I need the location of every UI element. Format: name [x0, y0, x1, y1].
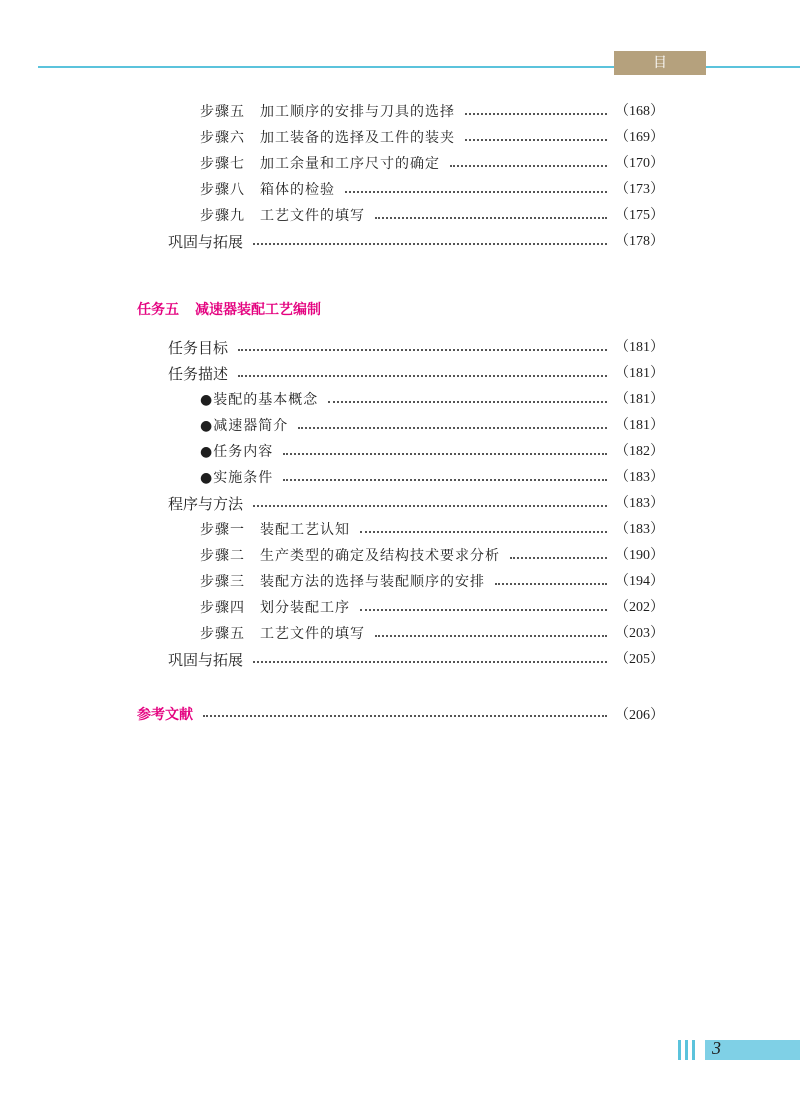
toc-entry-title: 步骤四 划分装配工序	[200, 600, 350, 616]
toc-entry-page: （181）	[615, 366, 664, 381]
dot-leader	[298, 427, 607, 429]
toc-entry-title: 程序与方法	[168, 495, 244, 513]
toc-entry[interactable]	[200, 205, 664, 227]
toc-entry[interactable]	[200, 101, 664, 123]
chapter-number: 任务五	[137, 302, 179, 318]
toc-entry[interactable]	[168, 363, 664, 385]
toc-entry-page: （170）	[615, 156, 664, 171]
header-tab-contents: 目 录	[614, 51, 706, 75]
toc-entry[interactable]	[200, 179, 664, 201]
toc-entry-page: （194）	[615, 574, 664, 589]
toc-entry[interactable]	[200, 153, 664, 175]
toc-entry[interactable]	[200, 389, 664, 411]
toc-entry[interactable]	[168, 231, 664, 253]
toc-entry-page: （168）	[615, 104, 664, 119]
toc-entry-title: 巩固与拓展	[168, 233, 244, 251]
toc-entry[interactable]	[200, 571, 664, 593]
toc-entry-title: 步骤三 装配方法的选择与装配顺序的安排	[200, 574, 485, 590]
toc-entry-page: （202）	[615, 600, 664, 615]
toc-entry-title: 步骤一 装配工艺认知	[200, 522, 350, 538]
references-page: （206）	[615, 708, 664, 723]
toc-entry[interactable]	[168, 649, 664, 671]
toc-entry-title: ●减速器简介	[200, 418, 289, 434]
toc-entry[interactable]	[200, 415, 664, 437]
toc-entry-page: （183）	[615, 522, 664, 537]
toc-entry[interactable]	[200, 623, 664, 645]
toc-entry-title: 步骤七 加工余量和工序尺寸的确定	[200, 156, 440, 172]
toc-entry-page: （178）	[615, 234, 664, 249]
toc-entry-page: （182）	[615, 444, 664, 459]
dot-leader	[360, 609, 607, 611]
toc-entry-page: （181）	[615, 418, 664, 433]
dot-leader	[375, 635, 607, 637]
toc-entry-page: （175）	[615, 208, 664, 223]
dot-leader	[510, 557, 607, 559]
toc-entry-title: ●实施条件	[200, 470, 274, 486]
dot-leader	[345, 191, 607, 193]
toc-entry-page: （183）	[615, 496, 664, 511]
toc-entry-page: （181）	[615, 392, 664, 407]
toc-entry-title: 步骤二 生产类型的确定及结构技术要求分析	[200, 548, 500, 564]
toc-entry[interactable]	[168, 493, 664, 515]
toc-entry-title: 步骤八 箱体的检验	[200, 182, 335, 198]
toc-entry[interactable]	[200, 597, 664, 619]
footer-stripes	[678, 1040, 702, 1060]
toc-entry-page: （173）	[615, 182, 664, 197]
page-number: 3	[712, 1038, 721, 1058]
toc-entry-title: 步骤九 工艺文件的填写	[200, 208, 365, 224]
dot-leader	[283, 479, 607, 481]
dot-leader	[450, 165, 607, 167]
toc-entry-page: （181）	[615, 340, 664, 355]
dot-leader	[360, 531, 607, 533]
dot-leader	[238, 375, 607, 377]
dot-leader	[495, 583, 607, 585]
chapter-title: 减速器装配工艺编制	[195, 302, 321, 318]
toc-entry-title: 步骤六 加工装备的选择及工件的装夹	[200, 130, 455, 146]
toc-entry[interactable]	[200, 467, 664, 489]
dot-leader	[253, 661, 607, 663]
toc-entry[interactable]	[168, 337, 664, 359]
toc-entry-title: 任务目标	[168, 339, 229, 357]
toc-entry-page: （169）	[615, 130, 664, 145]
toc-entry-title: 步骤五 加工顺序的安排与刀具的选择	[200, 104, 455, 120]
toc-entry-page: （190）	[615, 548, 664, 563]
toc-entry[interactable]	[200, 127, 664, 149]
toc-entry-page: （183）	[615, 470, 664, 485]
chapter-heading[interactable]	[137, 299, 321, 319]
toc-entry-title: 巩固与拓展	[168, 651, 244, 669]
toc-entry[interactable]	[200, 441, 664, 463]
toc-entry-title: ●装配的基本概念	[200, 392, 319, 408]
toc-entry-title: 步骤五 工艺文件的填写	[200, 626, 365, 642]
dot-leader	[253, 243, 607, 245]
dot-leader	[328, 401, 607, 403]
toc-entry-title: ●任务内容	[200, 444, 274, 460]
dot-leader	[375, 217, 607, 219]
toc-entry-title: 任务描述	[168, 365, 229, 383]
dot-leader	[465, 139, 607, 141]
references-title: 参考文献	[137, 707, 193, 723]
dot-leader	[253, 505, 607, 507]
dot-leader	[283, 453, 607, 455]
dot-leader	[465, 113, 607, 115]
toc-entry-page: （205）	[615, 652, 664, 667]
dot-leader	[238, 349, 607, 351]
references-entry[interactable]	[137, 703, 664, 725]
toc-entry[interactable]	[200, 519, 664, 541]
toc-entry[interactable]	[200, 545, 664, 567]
dot-leader	[203, 715, 607, 717]
toc-entry-page: （203）	[615, 626, 664, 641]
